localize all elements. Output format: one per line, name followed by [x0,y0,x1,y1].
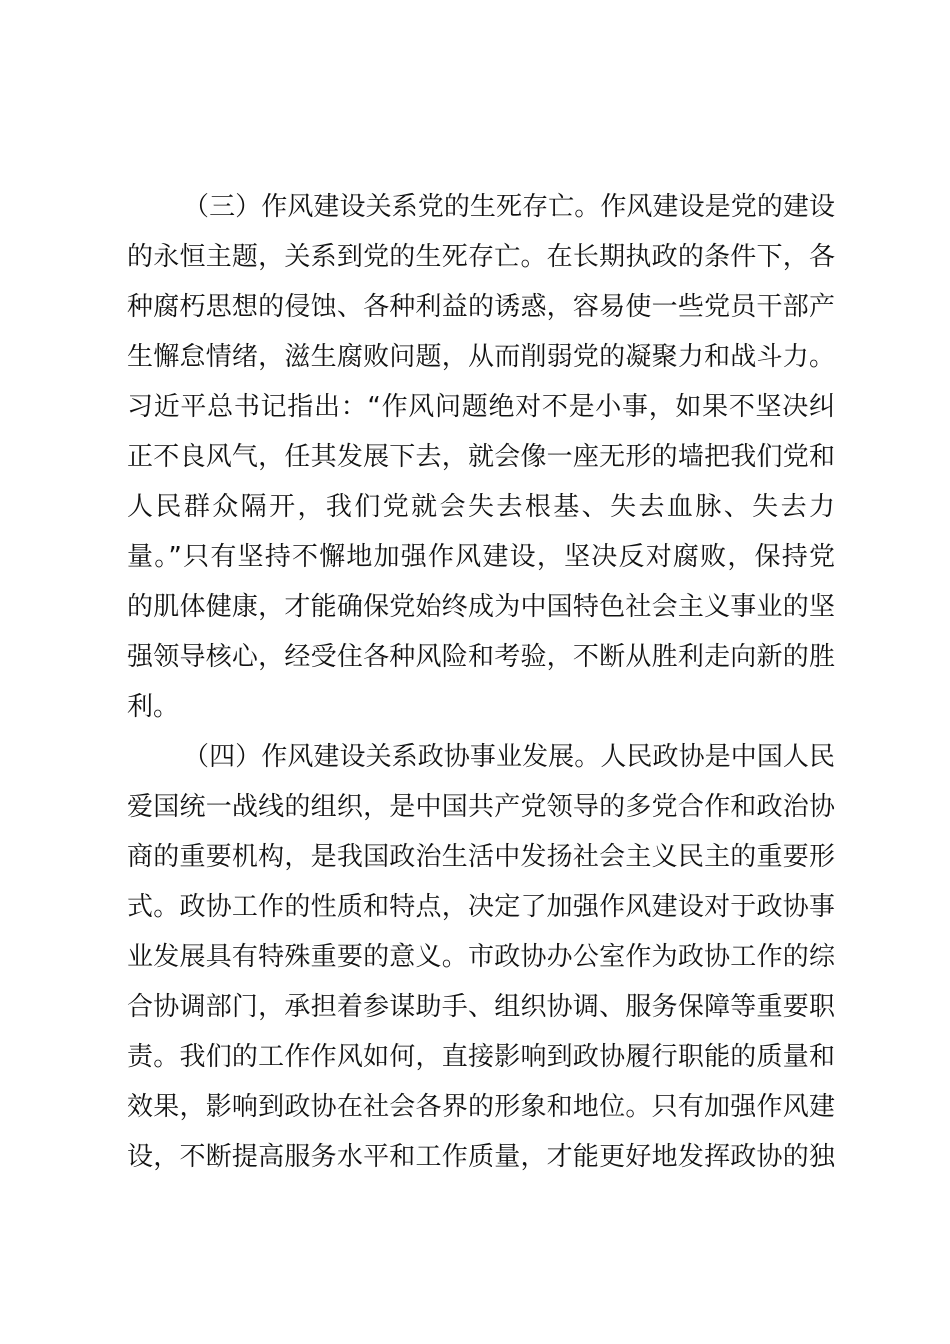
paragraph-1-line-10: 强领导核心，经受住各种风险和考验，不断从胜利走向新的胜 [127,642,835,672]
paragraph-2-line-5: 业发展具有特殊重要的意义。市政协办公室作为政协工作的综 [127,942,835,972]
paragraph-1-line-2: 的永恒主题，关系到党的生死存亡。在长期执政的条件下，各 [127,242,835,272]
paragraph-1-line-11: 利。 [127,692,180,722]
paragraph-2-line-1: （四）作风建设关系政协事业发展。人民政协是中国人民 [183,742,835,772]
paragraph-2-line-6: 合协调部门，承担着参谋助手、组织协调、服务保障等重要职 [127,992,835,1022]
paragraph-1-line-1: （三）作风建设关系党的生死存亡。作风建设是党的建设 [183,192,835,222]
body-text [127,182,835,1182]
paragraph-1-line-3: 种腐朽思想的侵蚀、各种利益的诱惑，容易使一些党员干部产 [127,292,835,322]
paragraph-1-line-4: 生懈怠情绪，滋生腐败问题，从而削弱党的凝聚力和战斗力。 [127,342,835,372]
paragraph-2-line-7: 责。我们的工作作风如何，直接影响到政协履行职能的质量和 [127,1042,835,1072]
paragraph-1-line-5: 习近平总书记指出：“作风问题绝对不是小事，如果不坚决纠 [127,392,835,422]
paragraph-1-line-6: 正不良风气，任其发展下去，就会像一座无形的墙把我们党和 [127,442,835,472]
paragraph-2-line-8: 效果，影响到政协在社会各界的形象和地位。只有加强作风建 [127,1092,835,1122]
paragraph-1-line-9: 的肌体健康，才能确保党始终成为中国特色社会主义事业的坚 [127,592,835,622]
paragraph-2-line-3: 商的重要机构，是我国政治生活中发扬社会主义民主的重要形 [127,842,835,872]
paragraph-2-line-2: 爱国统一战线的组织，是中国共产党领导的多党合作和政治协 [127,792,835,822]
paragraph-1-line-7: 人民群众隔开，我们党就会失去根基、失去血脉、失去力 [127,492,835,522]
paragraph-1-line-8: 量。”只有坚持不懈地加强作风建设，坚决反对腐败，保持党 [127,542,835,572]
paragraph-2-line-4: 式。政协工作的性质和特点，决定了加强作风建设对于政协事 [127,892,835,922]
paragraph-2-line-9: 设，不断提高服务水平和工作质量，才能更好地发挥政协的独 [127,1142,835,1172]
